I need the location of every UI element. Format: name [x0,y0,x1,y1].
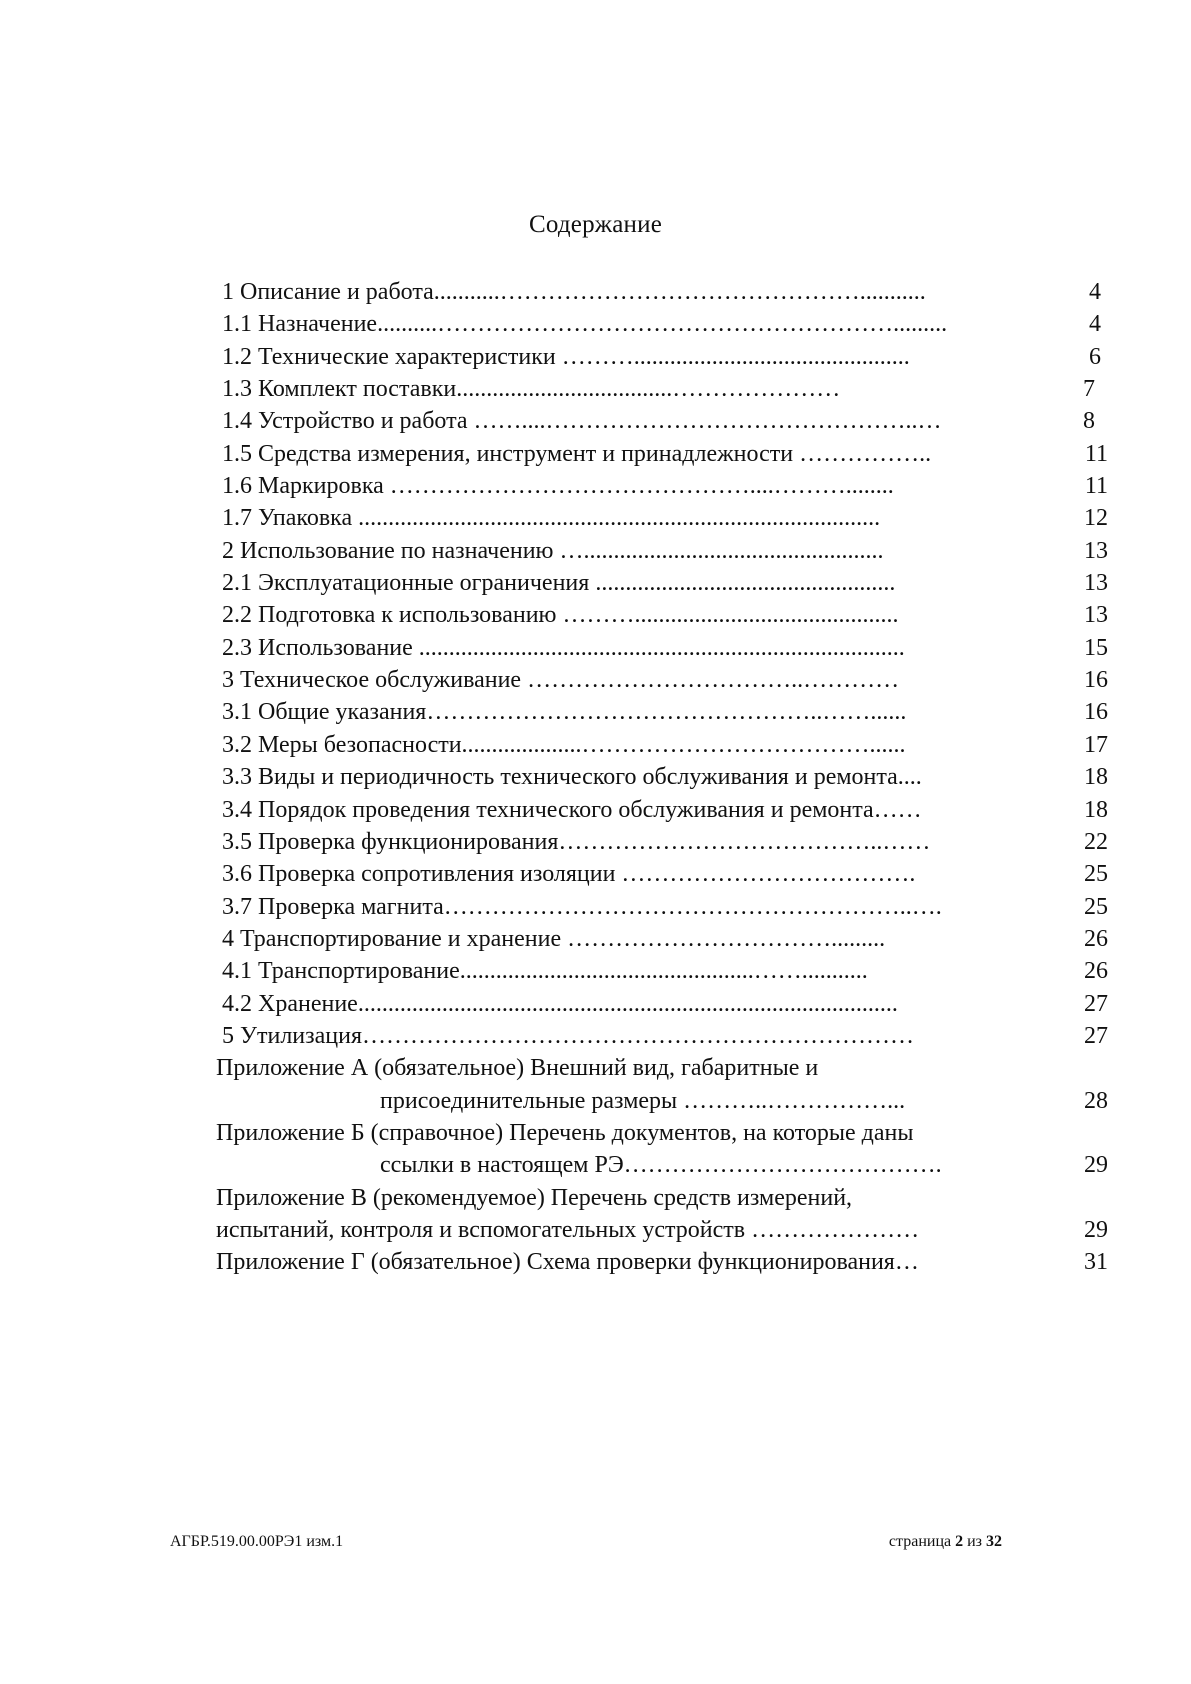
toc-entry-page: 8 [1083,408,1095,435]
toc-entry [0,665,1191,697]
toc-entry-text: 1.3 Комплект поставки....................................………………… [222,376,841,403]
toc-entry-text: 4.2 Хранение.......................................................................................... [222,990,898,1017]
toc-entry-text: 3.7 Проверка магнита…………………………………………………..…. [222,893,942,920]
appendix-title-line: Приложение Б (справочное) Перечень документов, на которые даны [216,1119,914,1146]
footer-doc-code: АГБР.519.00.00РЭ1 изм.1 [170,1533,344,1550]
toc-entry-page: 25 [1084,893,1108,920]
toc-entry-text: 2 Использование по назначению ….................................................. [222,537,884,564]
toc-entry-page: 18 [1084,764,1108,791]
footer-page-current: 2 [955,1533,964,1550]
appendix-page: 29 [1084,1152,1108,1179]
toc-entry-text: 1.2 Технические характеристики ……….............................................. [222,343,910,370]
toc-entry-text: 3.2 Меры безопасности....................………………………………...... [222,731,906,758]
toc-entry [0,536,1191,568]
toc-entry-page: 11 [1084,473,1108,500]
toc-entry-text: 4.1 Транспортирование.................................................……........... [222,958,868,985]
appendix-entry [0,1183,1191,1215]
toc-entry-page: 11 [1084,440,1108,467]
footer-page-total: 32 [986,1533,1002,1550]
toc-entry-page: 15 [1084,634,1108,661]
appendix-page: 31 [1084,1249,1108,1276]
appendix-entry [0,1247,1191,1279]
toc-entry [0,277,1191,309]
toc-entry-page: 16 [1084,699,1108,726]
toc-entry-text: 3.3 Виды и периодичность технического обслуживания и ремонта.... [222,764,922,791]
appendix-entry-continuation [0,1215,1191,1247]
appendix-page: 28 [1084,1087,1108,1114]
appendix-title-line: Приложение Г (обязательное) Схема проверки функционирования… [216,1249,919,1276]
appendix-title-line: испытаний, контроля и вспомогательных устройств ………………… [216,1216,920,1243]
toc-entry [0,859,1191,891]
toc-entry-text: 5 Утилизация…………………………………………………………… [222,1022,915,1049]
appendix-page: 29 [1084,1216,1108,1243]
toc-entry-text: 1.7 Упаковка ....................................................................................... [222,505,881,532]
toc-entry-page: 4 [1089,311,1101,338]
toc-entry [0,989,1191,1021]
toc-entry [0,1021,1191,1053]
toc-entry-page: 27 [1084,990,1108,1017]
toc-entry [0,762,1191,794]
toc-entry-page: 13 [1084,602,1108,629]
toc-entry-page: 13 [1084,537,1108,564]
appendix-entry [0,1053,1191,1085]
toc-entry [0,406,1191,438]
toc-entry [0,439,1191,471]
toc-entry-page: 6 [1089,343,1101,370]
appendix-title-line: присоединительные размеры ………..……………... [380,1087,906,1114]
toc-entry-text: 1 Описание и работа...........………………………………………........... [222,279,926,305]
toc-entry [0,600,1191,632]
toc-entry [0,697,1191,729]
toc-entry-text: 2.1 Эксплуатационные ограничения .................................................. [222,570,896,597]
toc-entry-page: 16 [1084,667,1108,694]
toc-entry-page: 27 [1084,1022,1108,1049]
toc-entry [0,795,1191,827]
appendix-entry [0,1118,1191,1150]
toc-entry-text: 4 Транспортирование и хранение ……………………………......... [222,925,886,952]
appendix-entry-continuation [0,1086,1191,1118]
appendix-title-line: Приложение А (обязательное) Внешний вид, габаритные и [216,1055,819,1082]
toc-entry-page: 13 [1084,570,1108,597]
table-of-contents [0,277,1191,1280]
toc-entry-text: 3.1 Общие указания…………………………………………..……...... [222,699,907,726]
toc-entry-page: 17 [1084,731,1108,758]
toc-entry-text: 1.6 Маркировка ………………………………………....………........ [222,473,894,500]
toc-entry-text: 3.5 Проверка функционирования…………………………………..…… [222,828,931,855]
toc-entry [0,827,1191,859]
toc-entry [0,730,1191,762]
appendix-title-line: ссылки в настоящем РЭ…………………………………. [380,1152,942,1179]
page-title: Содержание [529,211,662,238]
toc-entry-text: 3 Техническое обслуживание ……………………………..………… [222,667,900,694]
toc-entry [0,471,1191,503]
toc-entry [0,342,1191,374]
toc-entry-page: 26 [1084,925,1108,952]
appendix-entry-continuation [0,1150,1191,1182]
toc-entry-page: 22 [1084,828,1108,855]
toc-entry-text: 3.4 Порядок проведения технического обслуживания и ремонта…… [222,796,922,823]
footer-page-label: страница [888,1533,952,1550]
toc-entry [0,924,1191,956]
toc-entry [0,633,1191,665]
toc-entry [0,568,1191,600]
toc-entry-text: 1.4 Устройство и работа ……....………………………………………..… [222,408,942,435]
toc-entry-text: 2.3 Использование ................................................................................. [222,634,905,661]
footer-page-of: из [967,1533,982,1550]
footer-page-number [889,1532,1002,1552]
toc-entry [0,892,1191,924]
toc-entry-page: 25 [1084,861,1108,888]
appendix-title-line: Приложение В (рекомендуемое) Перечень средств измерений, [216,1184,853,1211]
toc-entry-text: 3.6 Проверка сопротивления изоляции ………………………………. [222,861,916,888]
toc-entry-page: 7 [1083,376,1095,403]
toc-entry-page: 4 [1089,279,1101,305]
toc-entry [0,374,1191,406]
toc-entry-text: 2.2 Подготовка к использованию ………............................................ [222,602,899,629]
toc-entry [0,956,1191,988]
toc-entry [0,503,1191,535]
toc-entry [0,309,1191,341]
toc-entry-page: 18 [1084,796,1108,823]
toc-entry-text: 1.1 Назначение..........…………………………………………………......... [222,311,948,338]
toc-entry-page: 26 [1084,958,1108,985]
toc-entry-page: 12 [1084,505,1108,532]
toc-entry-text: 1.5 Средства измерения, инструмент и принадлежности …………….. [222,440,932,467]
